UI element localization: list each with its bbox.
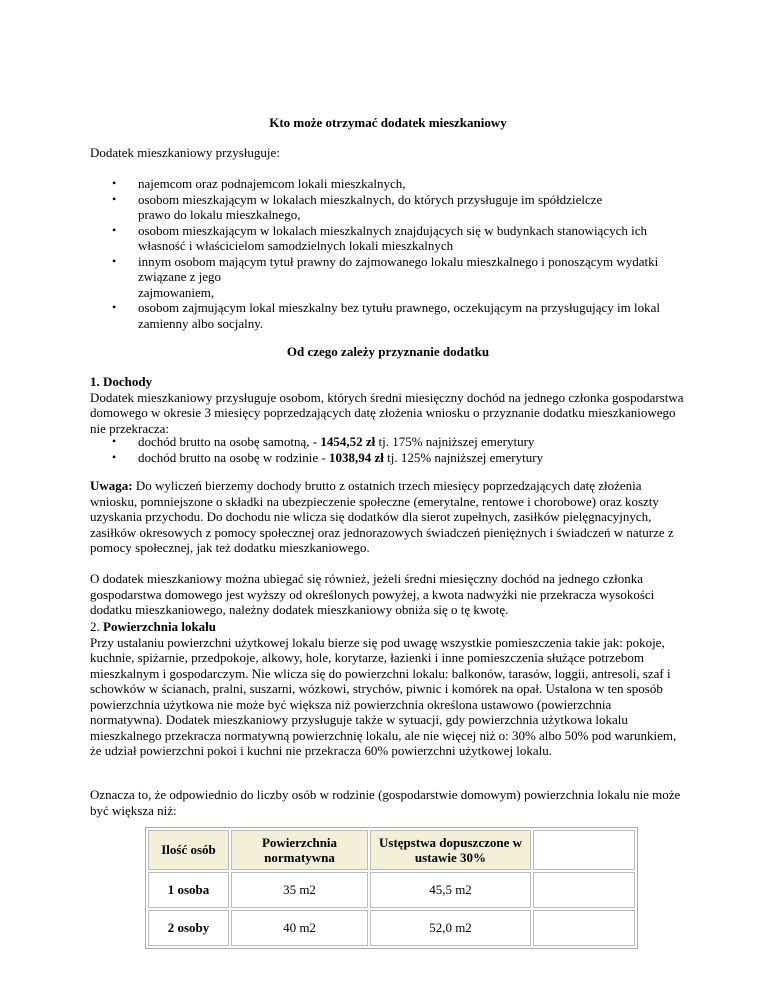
header-cell: Powierzchnia normatywna xyxy=(231,830,368,870)
header-cell: Ilość osób xyxy=(148,830,229,870)
table-cell: 2 osoby xyxy=(148,910,229,946)
section-2-text: Przy ustalaniu powierzchni użytkowej lokalu bierze się pod uwagę wszystkie pomieszczenia takie jak: pokoje, kuchnie, spiżarnie, przedpokoje, alkowy, hole, korytarze, łazienki i inne pomieszczenia służące potrzebom mieszkalnym i gospodarczym. Nie wlicza się do powierzchni lokalu: balkonów, tarasów, loggii, antresoli, szaf i schowków w ścianach, pralni, suszarni, wózkowi, strychów, piwnic i komórek na opał. Ustalona w ten sposób powierzchnia użytkowa nie może być większa niż powierzchnia określona ustawowo (powierzchnia normatywna). Dodatek mieszkaniowy przysługuje także w sytuacji, gdy powierzchnia użytkowa lokalu mieszkalnego przekracza normatywną powierzchnię lokalu, ale nie więcej niż o: 30% albo 50% pod warunkiem, że udział powierzchni pokoi i kuchni nie przekracza 60% powierzchni użytkowej lokalu. xyxy=(90,634,677,758)
surplus-paragraph: O dodatek mieszkaniowy można ubiegać się również, jeżeli średni miesięczny dochód na jednego członka gospodarstwa domowego jest wyższy od określonych powyżej, a kwota nadwyżki nie przekracza wysokości dodatku mieszkaniowego, należny dodatek mieszkaniowy obniża się o tę kwotę. xyxy=(90,571,655,617)
list-item-continuation: zajmowaniem, xyxy=(138,284,215,300)
table-header-row xyxy=(148,830,635,870)
table-cell xyxy=(533,910,635,946)
section-1-title: 1. Dochody xyxy=(90,374,153,389)
list-item: • dochód brutto na osobę samotną, - 1454,52 zł tj. 175% najniższej emerytury xyxy=(90,434,686,450)
list-item: • osobom mieszkającym w lokalach mieszkalnych znajdujących się w budynkach stanowiących ich własność i właścicielom samodzielnych lokali mieszkalnych xyxy=(90,223,648,254)
table-cell xyxy=(533,872,635,908)
section-2-title: Powierzchnia lokalu xyxy=(103,619,217,634)
income-amount-family: 1038,94 zł xyxy=(328,449,384,465)
note-text: Do wyliczeń bierzemy dochody brutto z ostatnich trzech miesięcy poprzedzających datę złożenia wniosku, pomniejszone o składki na ubezpieczenie społeczne (emerytalne, rentowe i chorobowe) oraz koszty uzyskania przychodu. Do dochodu nie wlicza się dodatków dla sierot zupełnych, zasiłków pielęgnacyjnych, zasiłków okresowych z pomocy społecznej oraz jednorazowych świadczeń pieniężnych i świadczeń w naturze z pomocy społecznej, jak też dodatku mieszkaniowego. xyxy=(90,478,674,555)
list-item: • najemcom oraz podnajemcom lokali mieszkalnych, xyxy=(90,176,686,192)
list-item: • osobom zajmującym lokal mieszkalny bez tytułu prawnego, oczekującym na przysługujący im lokal zamienny albo socjalny. xyxy=(90,300,698,331)
list-item: • innym osobom mającym tytuł prawny do zajmowanego lokalu mieszkalnego i ponoszącym wydatki związane z jego xyxy=(90,254,678,285)
table-cell: 1 osoba xyxy=(148,872,229,908)
table-cell: 40 m2 xyxy=(231,910,368,946)
income-amount-single: 1454,52 zł xyxy=(320,434,376,449)
section-1-text: Dodatek mieszkaniowy przysługuje osobom, których średni miesięczny dochód na jednego członka gospodarstwa domowego w okresie 3 miesięcy poprzedzających datę złożenia wniosku o przyznanie dodatku mieszkaniowego nie przekracza: xyxy=(90,389,684,436)
list-item: • osobom mieszkającym w lokalach mieszkalnych, do których przysługuje im spółdzielcze prawo do lokalu mieszkalnego, xyxy=(90,192,608,223)
intro-text: Dodatek mieszkaniowy przysługuje: xyxy=(90,145,280,160)
heading-who-can-receive: Kto może otrzymać dodatek mieszkaniowy xyxy=(269,115,507,130)
table-cell: 52,0 m2 xyxy=(370,910,531,946)
note-label: Uwaga: xyxy=(90,478,133,493)
area-table xyxy=(145,827,638,949)
table-cell: 45,5 m2 xyxy=(370,872,531,908)
table-row xyxy=(148,872,635,908)
section-1 xyxy=(90,374,686,436)
income-list xyxy=(90,434,686,465)
table-intro: Oznacza to, że odpowiednio do liczby osób w rodzinie (gospodarstwie domowym) powierzchnia lokalu nie może być większa niż: xyxy=(90,787,681,818)
heading-conditions: Od czego zależy przyznanie dodatku xyxy=(286,344,490,359)
list-item: • dochód brutto na osobę w rodzinie - 1038,94 zł tj. 125% najniższej emerytury xyxy=(90,450,686,466)
eligibility-list xyxy=(90,176,686,331)
table-row xyxy=(148,910,635,946)
note-paragraph xyxy=(90,478,686,556)
section-2: 2. Powierzchnia lokalu Przy ustalaniu powierzchni użytkowej lokalu bierze się pod uwagę wszystkie pomieszczenia takie jak: pokoje, kuchnie, spiżarnie, przedpokoje, alkowy, hole, korytarze, łazienki i inne pomieszczenia służące potrzebom mieszkalnym i gospodarczym. Nie wlicza się do powierzchni lokalu: balkonów, tarasów, loggii, antresoli, szaf i schowków w ścianach, pralni, suszarni, wózkowi, strychów, piwnic i komórek na opał. Ustalona w ten sposób powierzchnia użytkowa nie może być większa niż powierzchnia określona ustawowo (powierzchnia normatywna). Dodatek mieszkaniowy przysługuje także w sytuacji, gdy powierzchnia użytkowa lokalu mieszkalnego przekracza normatywną powierzchnię lokalu, ale nie więcej niż o: 30% albo 50% pod warunkiem, że udział powierzchni pokoi i kuchni nie przekracza 60% powierzchni użytkowej lokalu. xyxy=(90,619,677,758)
table-cell: 35 m2 xyxy=(231,872,368,908)
header-cell xyxy=(533,830,635,870)
header-cell: Ustępstwa dopuszczone w ustawie 30% xyxy=(370,830,531,870)
